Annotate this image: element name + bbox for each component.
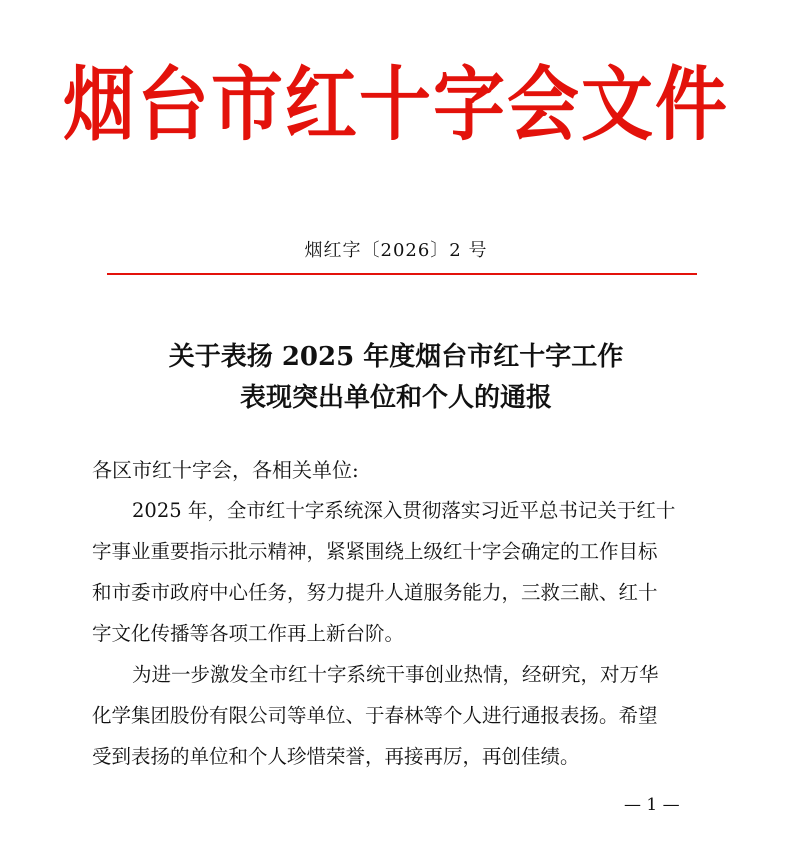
page-number: — 1 — — [624, 795, 680, 815]
salutation: 各区市红十字会，各相关单位: — [92, 458, 359, 482]
body-text-line: 和市委市政府中心任务，努力提升人道服务能力，三救三献、红十 — [92, 581, 658, 604]
document-header-title: 烟台市红十字会文件 — [62, 57, 729, 152]
body-text-line: 化学集团股份有限公司等单位、于春林等个人进行通报表扬。希望 — [92, 704, 658, 727]
body-text-line: 受到表扬的单位和个人珍惜荣誉，再接再厉，再创佳绩。 — [92, 745, 580, 768]
red-divider-line — [107, 273, 697, 275]
document-title-line-2: 表现突出单位和个人的通报 — [239, 383, 552, 413]
body-text-line: 字文化传播等各项工作再上新台阶。 — [92, 622, 405, 645]
document-title-line-1: 关于表扬 2025 年度烟台市红十字工作 — [168, 342, 624, 372]
body-text-line: 2025 年，全市红十字系统深入贯彻落实习近平总书记关于红十 — [132, 499, 676, 522]
body-text-line: 字事业重要指示批示精神，紧紧围绕上级红十字会确定的工作目标 — [92, 540, 658, 563]
body-text-line: 为进一步激发全市红十字系统干事创业热情，经研究，对万华 — [132, 663, 659, 686]
document-number: 烟红字〔2026〕2 号 — [304, 240, 488, 261]
